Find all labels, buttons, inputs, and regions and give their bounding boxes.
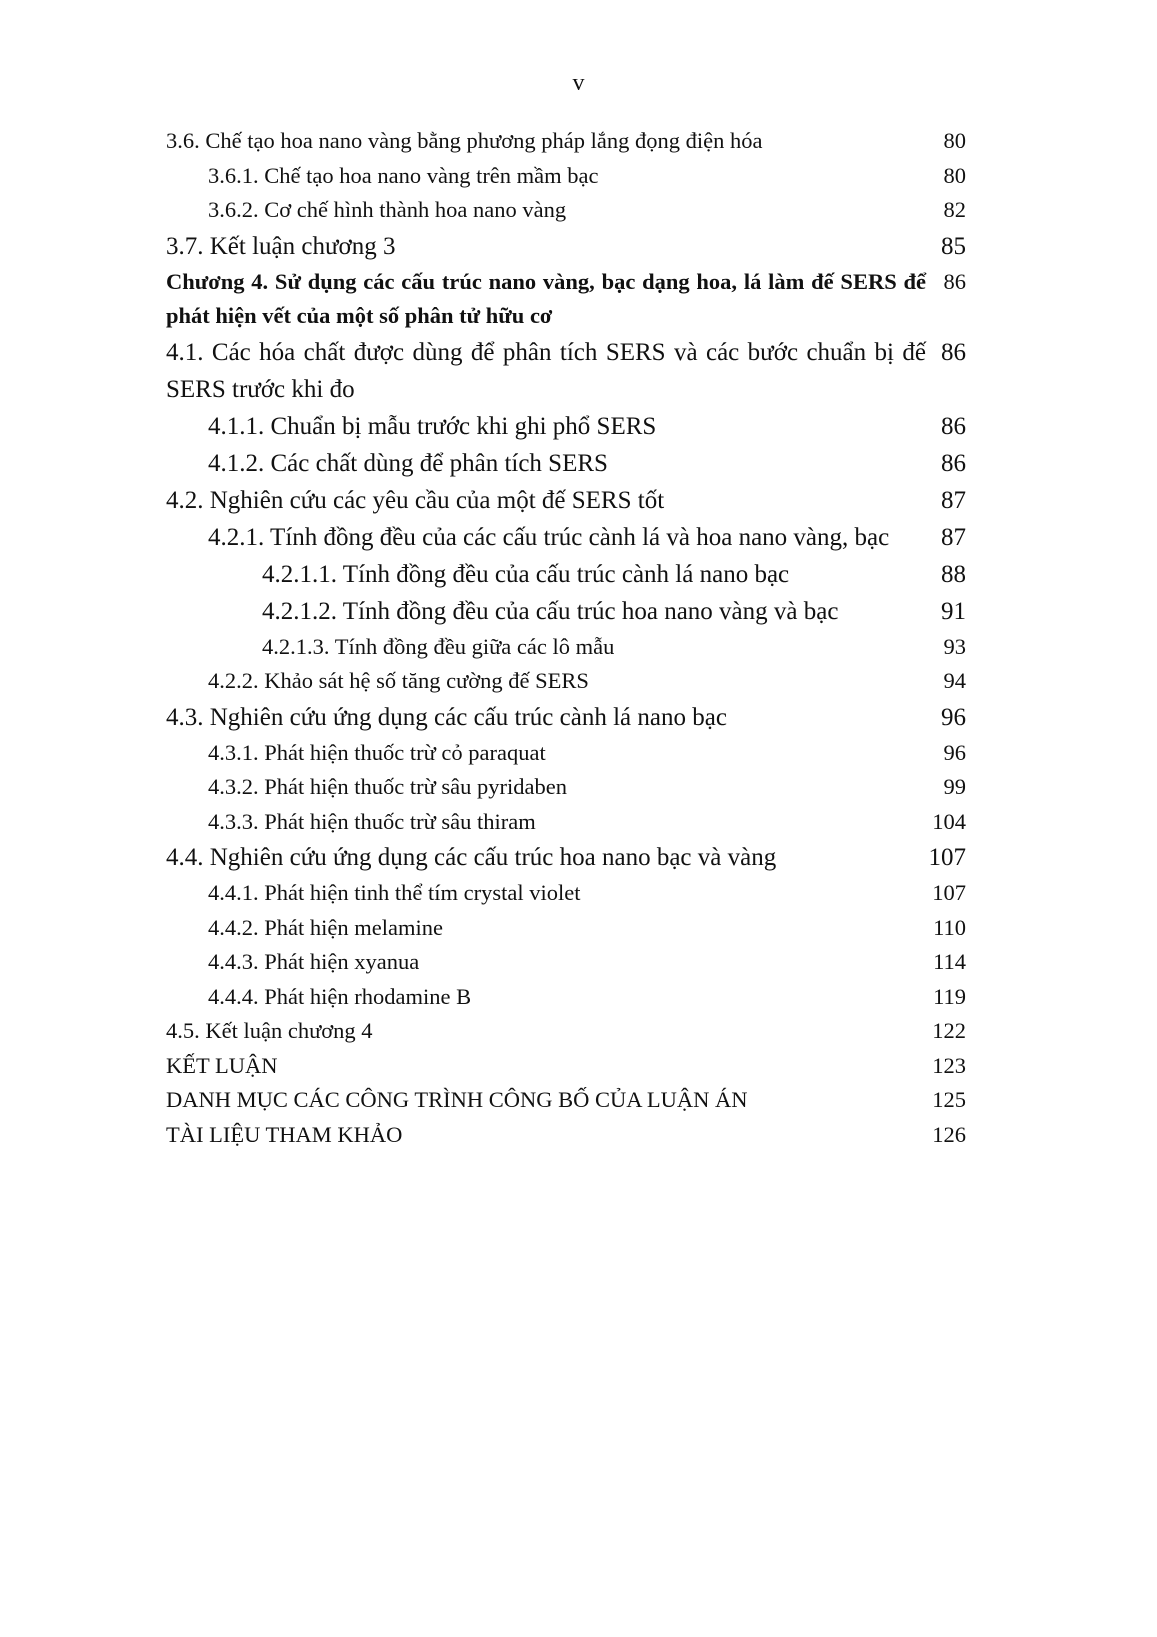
toc-entry-title: 4.2. Nghiên cứu các yêu cầu của một đế SERS tốt [166, 486, 665, 514]
toc-entry-title: 4.3.3. Phát hiện thuốc trừ sâu thiram [208, 808, 536, 834]
toc-entry-title: 3.7. Kết luận chương 3 [166, 232, 396, 260]
toc-entry-title: 4.3. Nghiên cứu ứng dụng các cấu trúc cành lá nano bạc [166, 703, 727, 731]
toc-entry[interactable] [166, 1083, 966, 1118]
toc-entry[interactable] [166, 408, 966, 445]
toc-entry-page: 126 [932, 1121, 966, 1147]
toc-entry[interactable] [166, 630, 966, 665]
toc-entry[interactable] [166, 980, 966, 1015]
toc-entry[interactable] [166, 876, 966, 911]
toc-entry-page: 86 [941, 449, 966, 477]
toc-entry-title: 4.4.4. Phát hiện rhodamine B [208, 983, 472, 1009]
toc-entry[interactable] [166, 1118, 966, 1153]
toc-entry[interactable] [166, 445, 966, 482]
toc-entry-page: 119 [933, 983, 966, 1009]
toc-entry-title: 3.6. Chế tạo hoa nano vàng bằng phương pháp lắng đọng điện hóa [166, 128, 763, 153]
toc-entry-title: 4.2.1. Tính đồng đều của các cấu trúc cành lá và hoa nano vàng, bạc [208, 523, 890, 551]
toc-entry-title: DANH MỤC CÁC CÔNG TRÌNH CÔNG BỐ CỦA LUẬN ÁN [166, 1087, 748, 1112]
toc-entry[interactable] [166, 159, 966, 194]
toc-entry-page: 104 [932, 808, 966, 834]
toc-entry[interactable] [166, 519, 966, 556]
toc-entry-title: 4.4.1. Phát hiện tinh thể tím crystal violet [208, 880, 581, 905]
toc-entry[interactable] [166, 839, 966, 876]
toc-entry[interactable] [166, 124, 966, 159]
toc-entry[interactable] [166, 664, 966, 699]
toc-entry-page: 123 [932, 1052, 966, 1078]
toc-entry-page: 96 [941, 703, 966, 731]
toc-entry-title: 4.1.2. Các chất dùng để phân tích SERS [208, 449, 608, 477]
toc-entry-title: 4.2.1.3. Tính đồng đều giữa các lô mẫu [262, 633, 615, 659]
toc-entry[interactable] [166, 593, 966, 630]
toc-entry-page: 86 [941, 412, 966, 440]
toc-entry-title: 4.3.2. Phát hiện thuốc trừ sâu pyridaben [208, 774, 568, 799]
toc-entry-title: 4.1. Các hóa chất được dùng để phân tích SERS và các bước chuẩn bị đế SERS trước khi đo [166, 338, 926, 403]
toc-entry-title: Chương 4. Sử dụng các cấu trúc nano vàng, bạc dạng hoa, lá làm đế SERS để phát hiện vết của một số phân tử hữu cơ [166, 268, 926, 328]
toc-entry-title: 4.2.1.2. Tính đồng đều của cấu trúc hoa nano vàng và bạc [262, 597, 839, 625]
toc-entry[interactable] [166, 1014, 966, 1049]
toc-entry[interactable] [166, 805, 966, 840]
page-number: v [572, 70, 585, 96]
toc-entry-title: 4.2.2. Khảo sát hệ số tăng cường đế SERS [208, 668, 589, 693]
toc-entry-title: 4.3.1. Phát hiện thuốc trừ cỏ paraquat [208, 739, 546, 765]
toc-entry-page: 114 [933, 949, 966, 974]
toc-entry-title: TÀI LIỆU THAM KHẢO [166, 1121, 403, 1147]
toc-entry-title: 4.2.1.1. Tính đồng đều của cấu trúc cành lá nano bạc [262, 560, 790, 588]
toc-entry-page: 87 [941, 523, 966, 551]
toc-entry-page: 82 [943, 197, 966, 222]
toc-entry[interactable] [166, 193, 966, 228]
toc-entry-page: 88 [941, 560, 966, 588]
toc-entry[interactable] [166, 482, 966, 519]
toc-entry-page: 87 [941, 486, 966, 514]
toc-entry[interactable] [166, 228, 966, 265]
toc-entry-title: 4.4. Nghiên cứu ứng dụng các cấu trúc hoa nano bạc và vàng [166, 844, 777, 871]
toc-entry-page: 93 [943, 633, 966, 659]
toc-entry[interactable] [166, 911, 966, 946]
toc-entry-page: 107 [928, 844, 966, 871]
toc-entry-title: 4.1.1. Chuẩn bị mẫu trước khi ghi phổ SERS [208, 412, 657, 440]
toc-entry-title: 4.4.2. Phát hiện melamine [208, 914, 443, 940]
toc-entry-title: 4.4.3. Phát hiện xyanua [208, 949, 420, 974]
toc-entry-page: 125 [932, 1087, 966, 1112]
toc-entry[interactable] [166, 699, 966, 736]
toc-entry-page: 85 [941, 232, 966, 260]
table-of-contents [166, 124, 966, 1152]
toc-entry[interactable] [166, 770, 966, 805]
toc-entry-page: 122 [932, 1018, 966, 1043]
toc-entry[interactable] [166, 736, 966, 771]
toc-entry[interactable] [166, 334, 966, 408]
toc-entry-page: 91 [941, 597, 966, 625]
toc-entry[interactable] [166, 556, 966, 593]
toc-entry-page: 99 [943, 774, 966, 799]
toc-entry-title: 4.5. Kết luận chương 4 [166, 1018, 373, 1043]
toc-entry-page: 94 [943, 668, 966, 693]
toc-entry-page: 80 [943, 162, 966, 188]
toc-entry-page: 86 [941, 338, 966, 366]
toc-entry-page: 107 [932, 880, 966, 905]
toc-entry-page: 110 [933, 914, 966, 940]
toc-entry-title: 3.6.1. Chế tạo hoa nano vàng trên mầm bạc [208, 162, 599, 188]
toc-entry-title: 3.6.2. Cơ chế hình thành hoa nano vàng [208, 197, 567, 222]
toc-chapter-entry[interactable] [166, 265, 966, 334]
toc-entry[interactable] [166, 1049, 966, 1084]
toc-entry-title: KẾT LUẬN [166, 1052, 278, 1078]
toc-entry[interactable] [166, 945, 966, 980]
toc-entry-page: 80 [943, 128, 966, 153]
toc-entry-page: 86 [943, 268, 966, 294]
toc-entry-page: 96 [943, 739, 966, 765]
